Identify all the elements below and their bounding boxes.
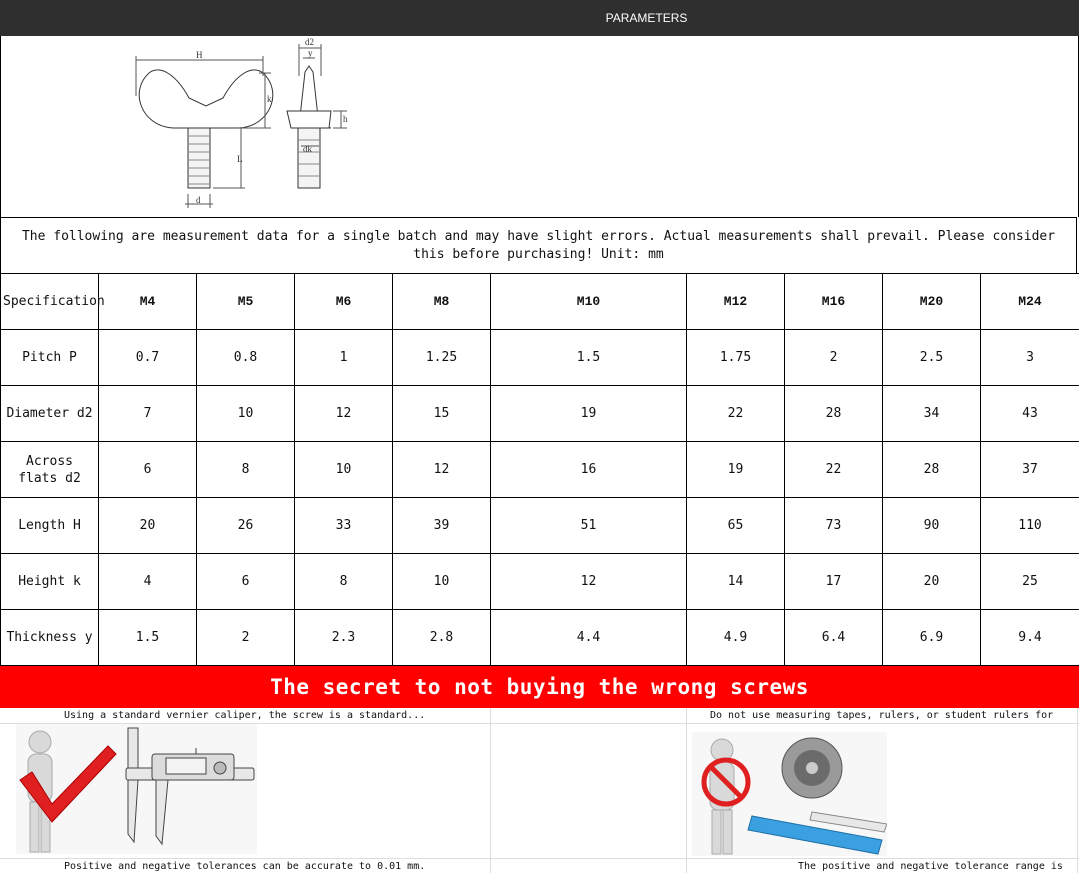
table-row [1, 442, 1079, 498]
size-cell: M6 [295, 274, 393, 330]
value-cell: 14 [687, 554, 785, 610]
value-cell: 51 [491, 498, 687, 554]
label-h: h [343, 114, 348, 124]
value-cell: 4 [99, 554, 197, 610]
banner-text: The secret to not buying the wrong screws [270, 675, 809, 699]
caliper-check-illustration [16, 724, 257, 854]
value-cell: 28 [883, 442, 981, 498]
tip-caption-right-bottom: The positive and negative tolerance range is [798, 861, 1063, 872]
value-cell: 6 [197, 554, 295, 610]
value-cell: 25 [981, 554, 1079, 610]
value-cell: 2.3 [295, 610, 393, 666]
value-cell: 1.5 [491, 330, 687, 386]
header-title: PARAMETERS [605, 11, 688, 25]
header-label: Specification [1, 274, 99, 330]
label-y: y [308, 48, 313, 58]
table-row [1, 498, 1079, 554]
size-cell: M4 [99, 274, 197, 330]
divider [1077, 708, 1078, 873]
tips-banner [0, 666, 1079, 708]
value-cell: 37 [981, 442, 1079, 498]
value-cell: 17 [785, 554, 883, 610]
measurement-note [0, 217, 1077, 273]
tape-ruler-ban-illustration [692, 732, 887, 856]
value-cell: 1.75 [687, 330, 785, 386]
value-cell: 4.4 [491, 610, 687, 666]
divider [686, 708, 687, 873]
value-cell: 12 [491, 554, 687, 610]
value-cell: 2.5 [883, 330, 981, 386]
value-cell: 39 [393, 498, 491, 554]
value-cell: 65 [687, 498, 785, 554]
value-cell: 110 [981, 498, 1079, 554]
tip-caption-left-top: Using a standard vernier caliper, the screw is a standard... [64, 710, 426, 721]
label-H: H [196, 50, 203, 60]
value-cell: 1.5 [99, 610, 197, 666]
divider [0, 858, 1079, 859]
measuring-tips-section [0, 708, 1079, 873]
value-cell: 2 [785, 330, 883, 386]
row-label: Across flats d2 [1, 442, 99, 498]
size-cell: M8 [393, 274, 491, 330]
value-cell: 19 [687, 442, 785, 498]
tip-caption-right-top: Do not use measuring tapes, rulers, or student rulers for [710, 710, 1054, 721]
value-cell: 22 [785, 442, 883, 498]
label-k: k [267, 94, 272, 104]
size-cell: M10 [491, 274, 687, 330]
value-cell: 0.8 [197, 330, 295, 386]
value-cell: 10 [393, 554, 491, 610]
label-L: L [237, 154, 243, 164]
value-cell: 73 [785, 498, 883, 554]
value-cell: 20 [99, 498, 197, 554]
value-cell: 10 [295, 442, 393, 498]
wing-screw-diagram [0, 36, 1079, 217]
value-cell: 3 [981, 330, 1079, 386]
value-cell: 28 [785, 386, 883, 442]
value-cell: 6.4 [785, 610, 883, 666]
label-d2: d2 [305, 37, 314, 47]
value-cell: 6.9 [883, 610, 981, 666]
row-label: Length H [1, 498, 99, 554]
row-label: Thickness y [1, 610, 99, 666]
size-cell: M5 [197, 274, 295, 330]
row-label: Height k [1, 554, 99, 610]
table-row [1, 610, 1079, 666]
value-cell: 90 [883, 498, 981, 554]
specification-table [0, 273, 1079, 666]
value-cell: 7 [99, 386, 197, 442]
value-cell: 1 [295, 330, 393, 386]
size-cell: M24 [981, 274, 1079, 330]
value-cell: 8 [197, 442, 295, 498]
dimension-drawing [1, 36, 1078, 217]
value-cell: 22 [687, 386, 785, 442]
label-d: d [196, 195, 201, 205]
value-cell: 12 [295, 386, 393, 442]
value-cell: 10 [197, 386, 295, 442]
table-row [1, 554, 1079, 610]
value-cell: 34 [883, 386, 981, 442]
value-cell: 8 [295, 554, 393, 610]
divider [490, 708, 491, 873]
value-cell: 0.7 [99, 330, 197, 386]
value-cell: 26 [197, 498, 295, 554]
value-cell: 16 [491, 442, 687, 498]
value-cell: 2.8 [393, 610, 491, 666]
size-cell: M20 [883, 274, 981, 330]
value-cell: 6 [99, 442, 197, 498]
tape-measure [782, 738, 842, 798]
value-cell: 15 [393, 386, 491, 442]
table-row [1, 386, 1079, 442]
value-cell: 9.4 [981, 610, 1079, 666]
value-cell: 2 [197, 610, 295, 666]
table-header-row [1, 274, 1079, 330]
value-cell: 1.25 [393, 330, 491, 386]
value-cell: 19 [491, 386, 687, 442]
value-cell: 20 [883, 554, 981, 610]
value-cell: 43 [981, 386, 1079, 442]
row-label: Pitch P [1, 330, 99, 386]
value-cell: 33 [295, 498, 393, 554]
size-cell: M16 [785, 274, 883, 330]
row-label: Diameter d2 [1, 386, 99, 442]
label-dk: dk [303, 144, 312, 154]
note-text: The following are measurement data for a single batch and may have slight errors. Actual measurements shall prevail. Please consider this before purchasing! Unit: mm [21, 228, 1056, 262]
parameters-header [0, 0, 1079, 36]
tip-caption-left-bottom: Positive and negative tolerances can be accurate to 0.01 mm. [64, 861, 426, 872]
value-cell: 12 [393, 442, 491, 498]
table-row [1, 330, 1079, 386]
size-cell: M12 [687, 274, 785, 330]
value-cell: 4.9 [687, 610, 785, 666]
